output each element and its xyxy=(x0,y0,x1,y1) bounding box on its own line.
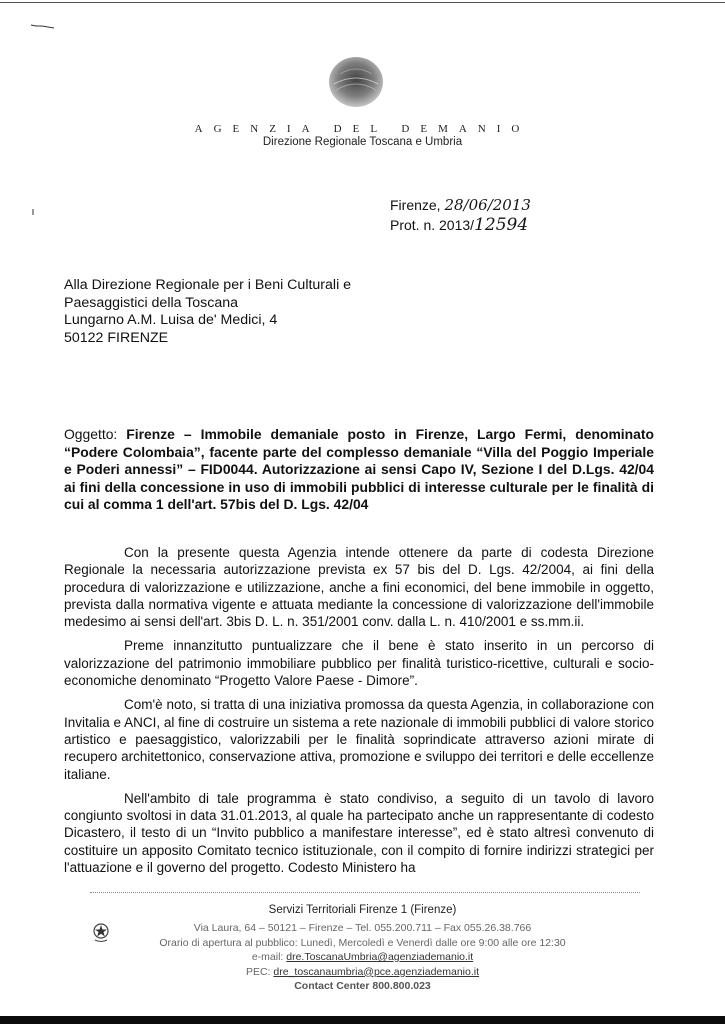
margin-tick-mark xyxy=(32,209,34,215)
footer-address: Via Laura, 64 – 50121 – Firenze – Tel. 055.200.711 – Fax 055.26.38.766 xyxy=(193,922,532,934)
body-paragraph: Con la presente questa Agenzia intende ottenere da parte di codesta Direzione Regionale la necessaria autorizzazione prevista ex 57 bis del D. Lgs. 42/2004, ai fini della procedura di valorizzazione e utilizzazione, anche a fini economici, del bene immobile in oggetto, prevista dalla normativa vigente e attuata mediante la concessione di valorizzazione dell'immobile medesimo ai sensi dell'art. 3bis D. L. n. 351/2001 conv. dalla L. n. 410/2001 e ss.mm.ii. xyxy=(64,545,654,630)
pec-link[interactable]: dre_toscanaumbria@pce.agenziademanio.it xyxy=(273,965,480,978)
pen-mark-scribble xyxy=(30,22,56,30)
subject-block xyxy=(64,426,654,514)
agency-logo-icon xyxy=(326,54,386,110)
body-paragraph: Nell'ambito di tale programma è stato condiviso, a seguito di un tavolo di lavoro congiunto svoltosi in data 31.01.2013, al quale ha partecipato anche un rappresentante di codesto Dicastero, il testo di un “Invito pubblico a manifestare interesse”, ed è stato altresì convenuto di costituire un apposito Comitato tecnico istituzionale, con il compito di fornire indirizzi strategici per l'attuazione e il governo del progetto. Codesto Ministero ha xyxy=(64,790,654,876)
handwritten-date: 28/06/2013 xyxy=(444,196,531,214)
scan-bottom-edge xyxy=(0,1016,725,1024)
recipient-line: Alla Direzione Regionale per i Beni Culturali e xyxy=(64,277,352,293)
date-place: Firenze, xyxy=(390,197,441,213)
date-line xyxy=(390,196,531,214)
email-link[interactable]: dre.ToscanaUmbria@agenziademanio.it xyxy=(286,951,474,963)
regional-directorate: Direzione Regionale Toscana e Umbria xyxy=(262,136,463,148)
scan-top-border xyxy=(0,2,725,3)
letter-body xyxy=(64,544,654,883)
recipient-address xyxy=(64,277,351,347)
body-paragraph: Preme innanzitutto puntualizzare che il bene è stato inserito in un percorso di valorizzazione del patrimonio immobiliare pubblico per finalità turistico-ricettive, culturali e socio-economiche denominato “Progetto Valore Paese - Dimore”. xyxy=(64,638,654,689)
recipient-line: 50122 FIRENZE xyxy=(64,329,169,346)
recipient-line: Lungarno A.M. Luisa de' Medici, 4 xyxy=(64,312,278,328)
pec-label: PEC: xyxy=(245,965,274,978)
email-label: e-mail: xyxy=(251,951,287,963)
protocol-label: Prot. n. 2013/ xyxy=(390,217,475,233)
footer-contacts xyxy=(0,921,725,994)
contact-center: Contact Center 800.800.023 xyxy=(294,980,431,992)
recipient-line: Paesaggistici della Toscana xyxy=(64,294,239,311)
body-paragraph: Com'è noto, si tratta di una iniziativa promossa da questa Agenzia, in collaborazione con Invitalia e ANCI, al fine di costruire un sistema a rete nazionale di immobili pubblici di valore storico artistico e paesaggistico, valorizzabili per le finalità soprindicate attraverso azioni mirate di recupero architettonico, conservazione attiva, promozione e sviluppo dei territori e delle eccellenze italiane. xyxy=(64,697,654,782)
footer-divider xyxy=(90,892,640,893)
agency-name: AGENZIA DEL DEMANIO xyxy=(194,123,531,135)
footer-pec-line xyxy=(0,965,725,980)
protocol-line xyxy=(390,215,528,235)
footer-email-line xyxy=(0,950,725,965)
footer-hours: Orario di apertura al pubblico: Lunedì, Mercoledì e Venerdì dalle ore 9:00 alle ore 12:30 xyxy=(159,936,566,949)
subject-label: Oggetto: xyxy=(64,426,127,442)
footer-office: Servizi Territoriali Firenze 1 (Firenze) xyxy=(268,904,457,916)
handwritten-protocol-number: 12594 xyxy=(474,215,529,235)
subject-text: Firenze – Immobile demaniale posto in Firenze, Largo Fermi, denominato “Podere Colombaia”, facente parte del complesso demaniale “Villa del Poggio Imperiale e Poderi annessi” – FID0044. Autorizzazione ai sensi Capo IV, Sezione I del D.Lgs. 42/04 ai fini della concessione in uso di immobili pubblici di interesse culturale per le finalità di cui al comma 1 dell'art. 57bis del D. Lgs. 42/04 xyxy=(64,426,654,512)
